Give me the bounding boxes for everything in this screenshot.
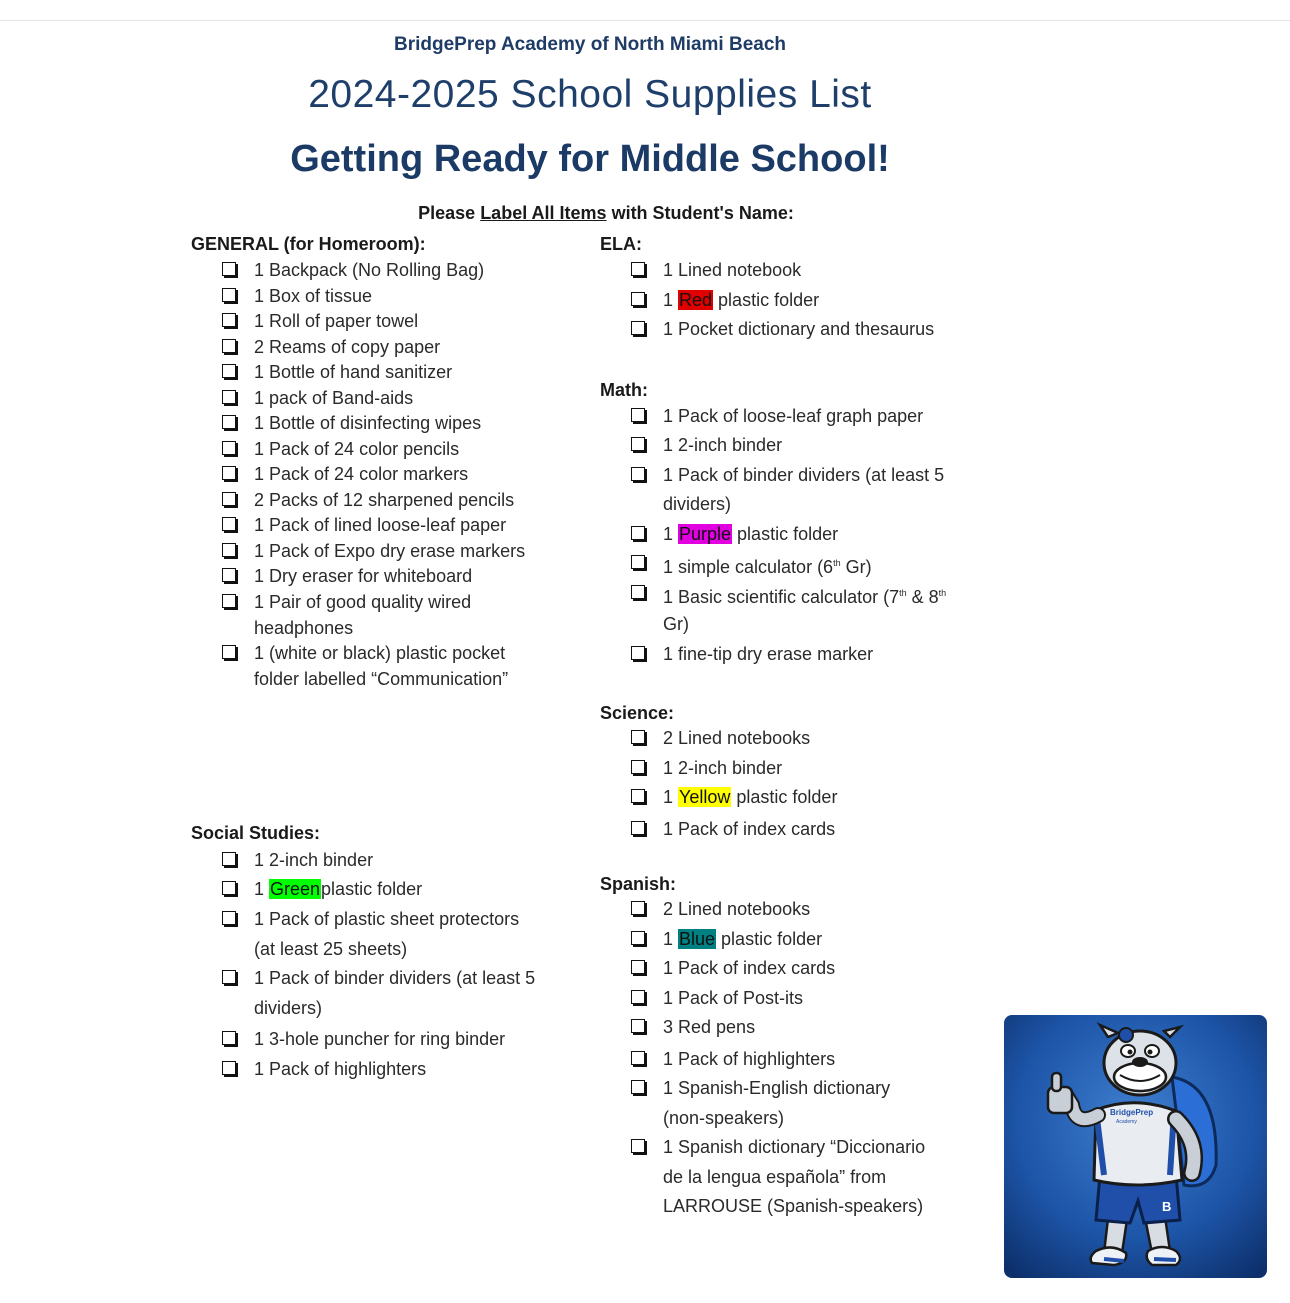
item-text: 1 Basic scientific calculator (7 xyxy=(663,587,900,607)
item-text: 1 simple calculator (6 xyxy=(663,557,834,577)
list-item xyxy=(663,461,944,490)
checkbox-icon[interactable] xyxy=(222,441,236,455)
checkbox-icon[interactable] xyxy=(222,415,236,429)
ela-heading: ELA: xyxy=(600,234,642,254)
item-text: 1 Spanish dictionary “Diccionario xyxy=(663,1137,926,1157)
checkbox-icon[interactable] xyxy=(222,517,236,531)
item-text: 1 xyxy=(663,524,679,544)
checkbox-icon[interactable] xyxy=(222,466,236,480)
item-text: 1 pack of Band-aids xyxy=(254,388,414,408)
item-text: 1 3-hole puncher for ring binder xyxy=(254,1029,506,1049)
list-item xyxy=(663,815,835,844)
checkbox-icon[interactable] xyxy=(631,901,645,915)
list-item xyxy=(663,315,934,344)
checkbox-icon[interactable] xyxy=(631,467,645,481)
checkbox-icon[interactable] xyxy=(222,339,236,353)
list-item xyxy=(663,286,819,315)
checkbox-icon[interactable] xyxy=(222,390,236,404)
checkbox-icon[interactable] xyxy=(222,262,236,276)
list-item xyxy=(663,1133,925,1162)
blue-highlight: Blue xyxy=(679,929,716,949)
checkbox-icon[interactable] xyxy=(631,585,645,599)
list-item xyxy=(254,511,506,540)
checkbox-icon[interactable] xyxy=(631,1019,645,1033)
list-item xyxy=(663,402,923,431)
item-text: 1 Pack of highlighters xyxy=(663,1049,836,1069)
list-item xyxy=(254,905,519,934)
instruction-post: with Student's Name: xyxy=(606,203,794,223)
social-studies-heading: Social Studies: xyxy=(191,823,321,843)
item-text: 1 Lined notebook xyxy=(663,260,802,280)
item-text: 1 xyxy=(663,929,679,949)
list-item-continuation: dividers) xyxy=(254,998,323,1018)
checkbox-icon[interactable] xyxy=(631,990,645,1004)
item-text: 1 Pack of index cards xyxy=(663,819,836,839)
checkbox-icon[interactable] xyxy=(222,594,236,608)
general-heading: GENERAL (for Homeroom): xyxy=(191,234,426,254)
list-item xyxy=(663,754,782,783)
list-item xyxy=(254,562,472,591)
list-item xyxy=(663,520,838,549)
item-text: 1 Pack of binder dividers (at least 5 xyxy=(663,465,945,485)
item-text: 1 Spanish-English dictionary xyxy=(663,1078,891,1098)
checkbox-icon[interactable] xyxy=(631,730,645,744)
list-item xyxy=(663,984,803,1013)
item-text: plastic folder xyxy=(732,524,839,544)
list-item-continuation: dividers) xyxy=(663,494,732,514)
checkbox-icon[interactable] xyxy=(222,970,236,984)
ordinal-suffix: th xyxy=(833,558,841,568)
item-text: 1 xyxy=(663,290,679,310)
ordinal-suffix: th xyxy=(938,588,947,598)
page-title: 2024-2025 School Supplies List xyxy=(308,73,872,116)
list-item xyxy=(254,964,535,993)
checkbox-icon[interactable] xyxy=(222,881,236,895)
list-item-continuation: de la lengua española” from xyxy=(663,1167,887,1187)
item-text: 3 Red pens xyxy=(663,1017,756,1037)
item-text: 1 Pack of lined loose-leaf paper xyxy=(254,515,507,535)
checkbox-icon[interactable] xyxy=(222,543,236,557)
list-item-continuation: (non-speakers) xyxy=(663,1108,785,1128)
label-instruction xyxy=(0,203,1212,224)
list-item xyxy=(254,307,418,336)
item-text: Gr) xyxy=(840,557,872,577)
checkbox-icon[interactable] xyxy=(222,1061,236,1075)
item-text: plastic folder xyxy=(731,787,838,807)
checkbox-icon[interactable] xyxy=(631,408,645,422)
shirt-brand: BridgePrep xyxy=(1110,1108,1154,1117)
math-heading: Math: xyxy=(600,380,648,400)
bulldog-mascot-icon xyxy=(1004,1015,1267,1278)
item-text: 1 Pocket dictionary and thesaurus xyxy=(663,319,935,339)
item-text: 1 Roll of paper towel xyxy=(254,311,419,331)
item-text: 1 fine-tip dry erase marker xyxy=(663,644,874,664)
checkbox-icon[interactable] xyxy=(631,1051,645,1065)
list-item-continuation: LARROUSE (Spanish-speakers) xyxy=(663,1196,924,1216)
list-item xyxy=(663,925,822,954)
purple-highlight: Purple xyxy=(679,524,732,544)
item-text: 1 Backpack (No Rolling Bag) xyxy=(254,260,485,280)
green-highlight: Green xyxy=(270,879,321,899)
instruction-pre: Please xyxy=(418,203,481,223)
checkbox-icon[interactable] xyxy=(631,789,645,803)
science-heading: Science: xyxy=(600,703,675,723)
item-text: 1 Box of tissue xyxy=(254,286,373,306)
checkbox-icon[interactable] xyxy=(222,492,236,506)
item-text: 1 Dry eraser for whiteboard xyxy=(254,566,473,586)
item-text: 2 Packs of 12 sharpened pencils xyxy=(254,490,515,510)
list-item xyxy=(663,954,835,983)
list-item xyxy=(663,256,801,285)
list-item xyxy=(254,875,422,904)
red-highlight: Red xyxy=(679,290,713,310)
item-text: 1 xyxy=(663,787,679,807)
list-item-continuation: Gr) xyxy=(663,614,689,634)
checkbox-icon[interactable] xyxy=(631,931,645,945)
list-item xyxy=(663,1045,835,1074)
checkbox-icon[interactable] xyxy=(631,292,645,306)
item-text: & 8 xyxy=(906,587,939,607)
checkbox-icon[interactable] xyxy=(222,852,236,866)
checkbox-icon[interactable] xyxy=(631,821,645,835)
checkbox-icon[interactable] xyxy=(222,568,236,582)
checkbox-icon[interactable] xyxy=(222,1031,236,1045)
list-item xyxy=(663,579,946,612)
top-divider xyxy=(0,20,1290,21)
checkbox-icon[interactable] xyxy=(222,313,236,327)
item-text: 2 Reams of copy paper xyxy=(254,337,441,357)
checkbox-icon[interactable] xyxy=(631,646,645,660)
list-item-continuation: (at least 25 sheets) xyxy=(254,939,408,959)
item-text: plastic folder xyxy=(321,879,423,899)
checkbox-icon[interactable] xyxy=(631,760,645,774)
list-item xyxy=(254,1025,505,1054)
checkbox-icon[interactable] xyxy=(631,262,645,276)
item-text: 1 2-inch binder xyxy=(663,435,783,455)
page-subtitle: Getting Ready for Middle School! xyxy=(290,138,890,180)
list-item xyxy=(254,358,452,387)
shorts-letter: B xyxy=(1162,1199,1172,1214)
list-item xyxy=(663,1013,755,1042)
list-item xyxy=(254,256,484,285)
item-text: 1 Bottle of hand sanitizer xyxy=(254,362,453,382)
item-text: 2 Lined notebooks xyxy=(663,899,811,919)
item-text: 1 (white or black) plastic pocket xyxy=(254,643,506,663)
list-item xyxy=(663,640,873,669)
checkbox-icon[interactable] xyxy=(222,288,236,302)
checkbox-icon[interactable] xyxy=(631,1139,645,1153)
checkbox-icon[interactable] xyxy=(631,526,645,540)
checkbox-icon[interactable] xyxy=(222,364,236,378)
list-item xyxy=(254,588,471,617)
checkbox-icon[interactable] xyxy=(631,960,645,974)
list-item xyxy=(254,639,505,668)
list-item xyxy=(663,1074,890,1103)
school-name: BridgePrep Academy of North Miami Beach xyxy=(393,34,787,55)
item-text: 1 Pack of 24 color markers xyxy=(254,464,469,484)
instruction-underlined: Label All Items xyxy=(480,203,607,223)
item-text: 1 xyxy=(254,879,270,899)
ordinal-suffix: th xyxy=(899,588,907,598)
checkbox-icon[interactable] xyxy=(631,555,645,569)
spanish-heading: Spanish: xyxy=(600,874,677,894)
list-item xyxy=(663,431,782,460)
list-item-continuation: headphones xyxy=(254,618,354,638)
item-text: 1 Pack of Expo dry erase markers xyxy=(254,541,526,561)
list-item xyxy=(663,895,810,924)
checkbox-icon[interactable] xyxy=(222,911,236,925)
checkbox-icon[interactable] xyxy=(222,645,236,659)
item-text: 1 Pack of highlighters xyxy=(254,1059,427,1079)
item-text: 1 Pack of Post-its xyxy=(663,988,804,1008)
list-item xyxy=(254,846,373,875)
item-text: 1 Pack of loose-leaf graph paper xyxy=(663,406,924,426)
yellow-highlight: Yellow xyxy=(679,787,731,807)
item-text: 2 Lined notebooks xyxy=(663,728,811,748)
checkbox-icon[interactable] xyxy=(631,437,645,451)
item-text: plastic folder xyxy=(713,290,820,310)
list-item xyxy=(254,460,468,489)
shirt-brand-sub: Academy xyxy=(1116,1119,1137,1125)
item-text: 1 2-inch binder xyxy=(663,758,783,778)
list-item xyxy=(254,1055,426,1084)
checkbox-icon[interactable] xyxy=(631,321,645,335)
item-text: 1 Pack of binder dividers (at least 5 xyxy=(254,968,536,988)
list-item-continuation: folder labelled “Communication” xyxy=(254,669,509,689)
item-text: 1 Bottle of disinfecting wipes xyxy=(254,413,482,433)
item-text: plastic folder xyxy=(716,929,823,949)
checkbox-icon[interactable] xyxy=(631,1080,645,1094)
list-item xyxy=(663,783,837,812)
list-item xyxy=(663,724,810,753)
item-text: 1 Pair of good quality wired xyxy=(254,592,472,612)
list-item xyxy=(254,409,481,438)
item-text: 1 2-inch binder xyxy=(254,850,374,870)
list-item xyxy=(663,549,872,582)
item-text: 1 Pack of 24 color pencils xyxy=(254,439,460,459)
item-text: 1 Pack of index cards xyxy=(663,958,836,978)
item-text: 1 Pack of plastic sheet protectors xyxy=(254,909,520,929)
